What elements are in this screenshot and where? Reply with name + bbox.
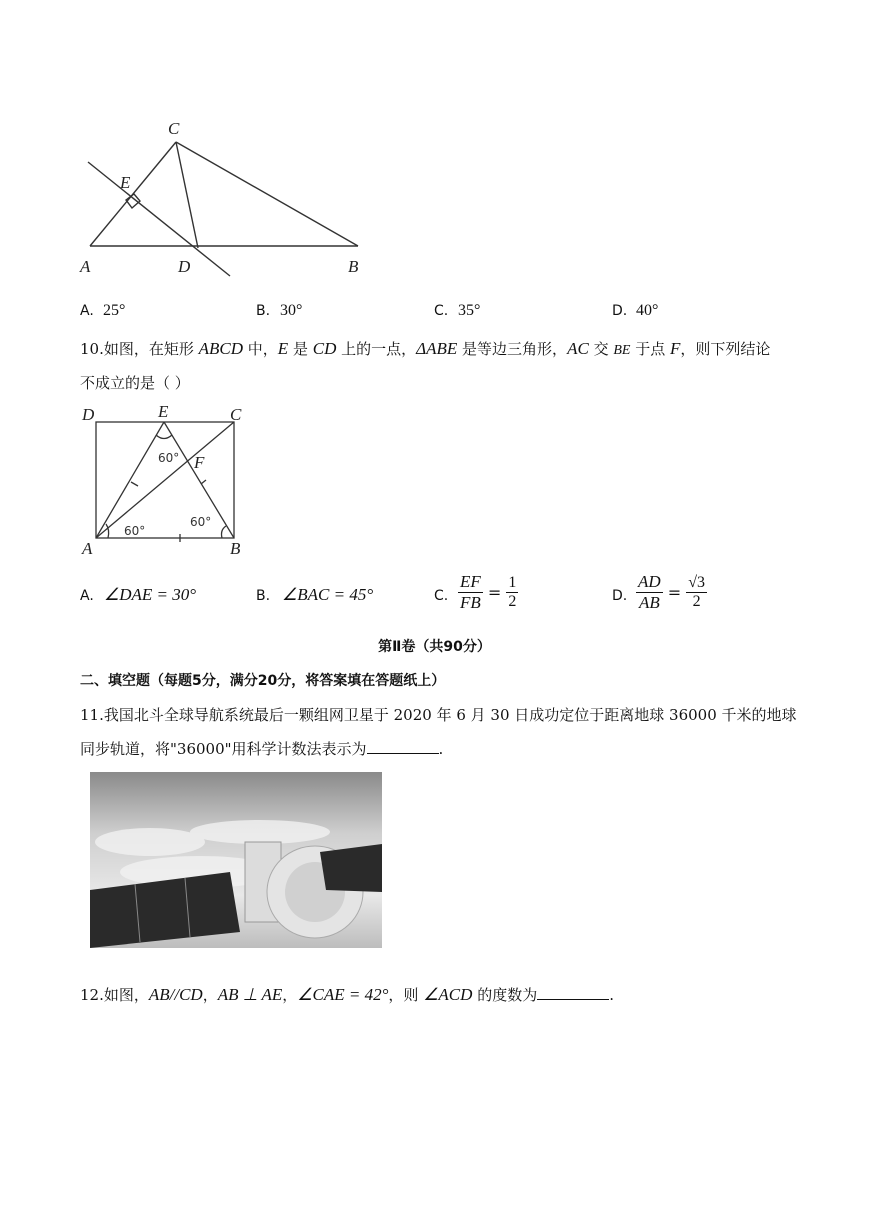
q11-answer-blank[interactable] <box>367 739 439 754</box>
segment-ae <box>96 422 164 538</box>
angle-arc-a <box>106 524 109 538</box>
angle-label-e: 60° <box>158 451 180 465</box>
q10-option-c-value: $\frac{EF}{FB}$ = $\frac{1}{2}$ <box>460 572 517 612</box>
q9-option-d-letter: D. <box>612 303 628 319</box>
q10-option-d-value: $\frac{AD}{AB}$ = $\frac{√3}{2}$ <box>638 572 706 612</box>
q9-option-c-letter: C. <box>434 303 449 319</box>
label-c: C <box>230 405 242 424</box>
q12-stem: 12.如图，AB//CD，AB ⊥ AE，∠CAE = 42°，则 ∠ACD 的度数为 . <box>80 985 614 1004</box>
angle-label-b: 60° <box>190 515 212 529</box>
solar-panel-right <box>320 844 382 892</box>
q10-option-b-letter: B. <box>256 588 271 604</box>
part-two-title: 第Ⅱ卷（共90分） <box>378 639 491 655</box>
q9-option-a-letter: A. <box>80 303 94 319</box>
q9-option-c-value: 35° <box>458 302 481 319</box>
tick-ae <box>131 482 138 486</box>
label-f: F <box>194 453 205 472</box>
line-ed <box>88 162 230 276</box>
fill-in-section-heading: 二、填空题（每题5分，满分20分，将答案填在答题纸上） <box>80 673 446 689</box>
label-e: E <box>120 173 131 192</box>
segment-cd <box>176 142 198 248</box>
label-a: A <box>82 539 93 558</box>
q10-option-d-letter: D. <box>612 588 628 604</box>
q9-option-b-letter: B. <box>256 303 271 319</box>
q10-figure <box>76 402 256 562</box>
label-d: D <box>178 257 191 276</box>
q11-stem-line1: 11.我国北斗全球导航系统最后一颗组网卫星于 2020 年 6 月 30 日成功定位于距离地球 36000 千米的地球 <box>80 706 797 724</box>
q10-option-b-value: ∠BAC = 45° <box>282 585 374 604</box>
q10-option-a-letter: A. <box>80 588 94 604</box>
q10-stem-line1: 10.如图，在矩形 ABCD 中，E 是 CD 上的一点，ΔABE 是等边三角形，AC 交 BE 于点 F，则下列结论 <box>80 339 771 358</box>
angle-arc-b <box>222 526 227 538</box>
label-c: C <box>168 119 180 138</box>
q9-option-b-value: 30° <box>280 302 303 319</box>
q10-option-a-value: ∠DAE = 30° <box>104 585 197 604</box>
q11-stem-line2: 同步轨道，将"36000"用科学计数法表示为 . <box>80 740 444 758</box>
q9-figure <box>70 110 380 280</box>
q11-satellite-photo <box>90 772 382 948</box>
segment-cb <box>176 142 358 246</box>
q10-option-c-letter: C. <box>434 588 449 604</box>
segment-ac <box>96 422 234 538</box>
q12-answer-blank[interactable] <box>537 985 609 1000</box>
q9-option-a-value: 25° <box>103 302 126 319</box>
tick-be <box>201 480 206 484</box>
angle-arc-e <box>156 435 172 439</box>
label-b: B <box>230 539 241 558</box>
angle-label-a: 60° <box>124 524 146 538</box>
label-a: A <box>80 257 91 276</box>
label-e: E <box>158 402 169 421</box>
label-b: B <box>348 257 359 276</box>
label-d: D <box>82 405 95 424</box>
q10-stem-line2: 不成立的是（ ） <box>80 374 190 392</box>
q9-option-d-value: 40° <box>636 302 659 319</box>
